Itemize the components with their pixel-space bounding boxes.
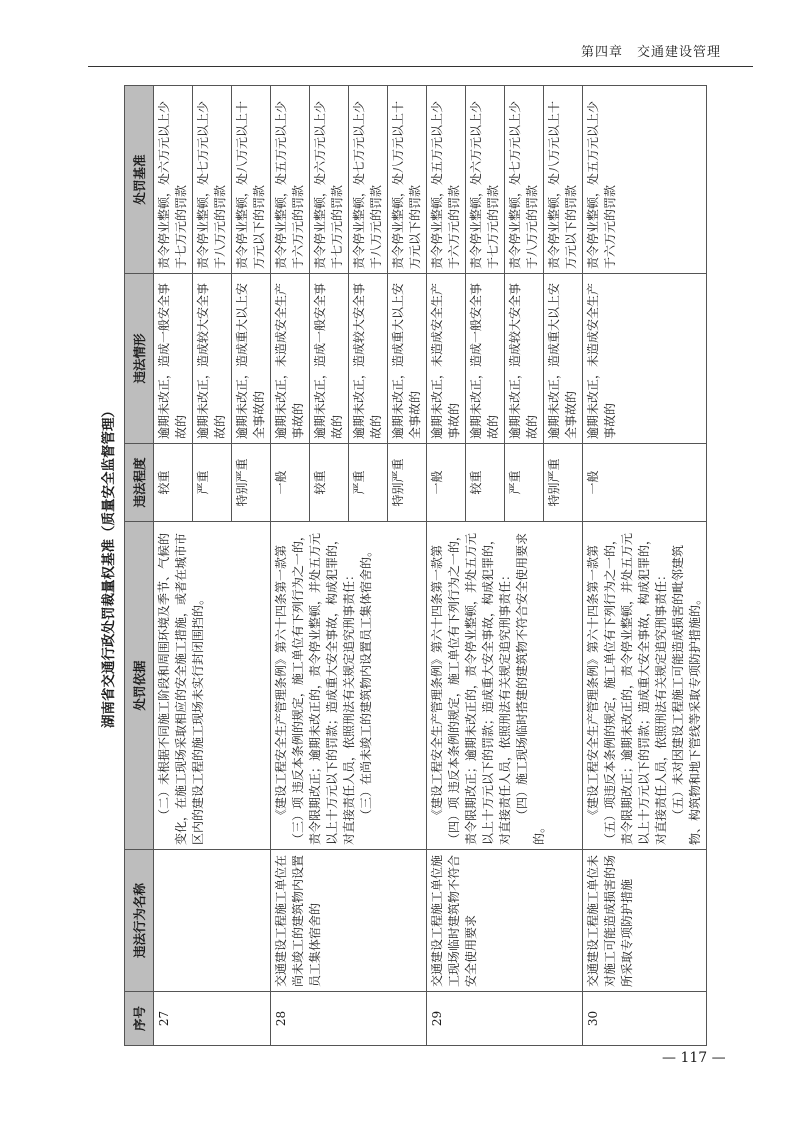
row-number: 30 (583, 992, 707, 1046)
violation-name: 交通建设工程施工单位施工现场临时建筑物不符合安全使用要求 (427, 850, 583, 992)
violation-degree: 特别严重 (388, 444, 427, 522)
violation-situation: 逾期未改正，造成一般安全事故的 (466, 274, 505, 444)
violation-degree: 较重 (154, 444, 193, 522)
violation-degree: 一般 (583, 444, 707, 522)
column-header: 处罚基准 (125, 86, 154, 274)
table-row (583, 86, 707, 1046)
penalty-standard: 责令停业整顿，处八万元以上十万元以下的罚款 (388, 86, 427, 274)
chapter-title: 第四章 交通建设管理 (580, 45, 721, 60)
penalty-basis (271, 522, 427, 850)
violation-degree: 严重 (193, 444, 232, 522)
basis-paragraph: （三）在尚未竣工的建筑物内设置员工集体宿舍的。 (359, 544, 373, 821)
penalty-table (124, 85, 707, 1046)
column-header: 序号 (125, 992, 154, 1046)
column-header: 违法程度 (125, 444, 154, 522)
penalty-standard: 责令停业整顿，处七万元以上少于八万元的罚款 (193, 86, 232, 274)
penalty-basis (154, 522, 271, 850)
basis-paragraph: 《建设工程安全生产管理条例》第六十四条第一款第（五）项违反本条例的规定，施工单位有下列行为之一的，责令限期改正；逾期未改正的，责令停业整顿，并处五万元以上十万元以下的罚款；造成重大安全事故，构成犯罪的，对直接责任人员，依照刑法有关规定追究刑事责任： (586, 532, 668, 845)
penalty-standard: 责令停业整顿，处八万元以上十万元以下的罚款 (544, 86, 583, 274)
violation-situation: 逾期未改正，造成重大以上安全事故的 (232, 274, 271, 444)
violation-name (154, 850, 271, 992)
violation-degree: 特别严重 (544, 444, 583, 522)
penalty-standard: 责令停业整顿，处七万元以上少于八万元的罚款 (505, 86, 544, 274)
penalty-standard: 责令停业整顿，处五万元以上少于六万元的罚款 (583, 86, 707, 274)
basis-paragraph: 《建设工程安全生产管理条例》第六十四条第一款第（四）项 违反本条例的规定，施工单位有下列行为之一的，责令限期改正；逾期未改正的，责令停业整顿，并处五万元以上十万元以下的罚款；造成重大安全事故，构成犯罪的，对直接责任人员，依照刑法有关规定追究刑事责任： (430, 529, 512, 845)
violation-degree: 严重 (505, 444, 544, 522)
column-header: 违法行为名称 (125, 850, 154, 992)
violation-degree: 一般 (271, 444, 310, 522)
violation-situation: 逾期未改正，造成较大安全事故的 (193, 274, 232, 444)
violation-degree: 较重 (310, 444, 349, 522)
row-number: 29 (427, 992, 583, 1046)
penalty-standard: 责令停业整顿，处六万元以上少于七万元的罚款 (154, 86, 193, 274)
violation-situation: 逾期未改正，未造成安全生产事故的 (427, 274, 466, 444)
table-row (271, 86, 310, 1046)
penalty-standard: 责令停业整顿，处六万元以上少于七万元的罚款 (310, 86, 349, 274)
basis-paragraph: （五）未对因建设工程施工可能造成损害的毗邻建筑物、构筑物和地下管线等采取专项防护措施的。 (671, 544, 702, 845)
violation-situation: 逾期未改正，造成重大以上安全事故的 (544, 274, 583, 444)
violation-situation: 逾期未改正，未造成安全生产事故的 (271, 274, 310, 444)
penalty-standard: 责令停业整顿，处六万元以上少于七万元的罚款 (466, 86, 505, 274)
row-number: 27 (154, 992, 271, 1046)
penalty-standard: 责令停业整顿，处五万元以上少于六万元的罚款 (427, 86, 466, 274)
violation-situation: 逾期未改正，造成重大以上安全事故的 (388, 274, 427, 444)
violation-situation: 逾期未改正，未造成安全生产事故的 (583, 274, 707, 444)
violation-name: 交通建设工程施工单位未对施工可能造成损害的场所采取专项防护措施 (583, 850, 707, 992)
violation-degree: 严重 (349, 444, 388, 522)
violation-degree: 特别严重 (232, 444, 271, 522)
rotated-content (94, 86, 784, 1046)
page-number: — 117 — (662, 1050, 726, 1066)
column-header: 处罚依据 (125, 522, 154, 850)
penalty-standard: 责令停业整顿，处七万元以上少于八万元的罚款 (349, 86, 388, 274)
basis-paragraph: 《建设工程安全生产管理条例》第六十四条第一款第（三）项 违反本条例的规定，施工单位有下列行为之一的，责令限期改正；逾期未改正的，责令停业整顿，并处五万元以上十万元以下的罚款；造成重大安全事故，构成犯罪的，对直接责任人员，依照刑法有关规定追究刑事责任： (274, 529, 356, 845)
violation-situation: 逾期未改正，造成一般安全事故的 (154, 274, 193, 444)
column-header: 违法情形 (125, 274, 154, 444)
violation-degree: 一般 (427, 444, 466, 522)
penalty-standard: 责令停业整顿，处五万元以上少于六万元的罚款 (271, 86, 310, 274)
document-title: 湖南省交通行政处罚裁量权基准（质量安全监督管理） (101, 404, 117, 728)
penalty-basis (427, 522, 583, 850)
violation-name: 交通建设工程施工单位在尚未竣工的建筑物内设置员工集体宿舍的 (271, 850, 427, 992)
row-number: 28 (271, 992, 427, 1046)
violation-degree: 较重 (466, 444, 505, 522)
violation-situation: 逾期未改正，造成一般安全事故的 (310, 274, 349, 444)
penalty-standard: 责令停业整顿，处八万元以上十万元以下的罚款 (232, 86, 271, 274)
header-rule (88, 66, 753, 67)
table-row (154, 86, 193, 1046)
table-header-row (125, 86, 154, 1046)
basis-paragraph: （四）施工现场临时搭建的建筑物不符合安全使用要求的。 (515, 532, 546, 845)
table-row (427, 86, 466, 1046)
violation-situation: 逾期未改正，造成较大安全事故的 (349, 274, 388, 444)
violation-situation: 逾期未改正，造成较大安全事故的 (505, 274, 544, 444)
basis-paragraph: （二）未根据不同施工阶段和周围环境及季节、气候的变化，在施工现场采取相应的安全施工措施，或者在城市市区内的建设工程的施工现场未实行封闭围挡的。 (157, 532, 205, 845)
penalty-basis (583, 522, 707, 850)
running-header (0, 0, 793, 72)
